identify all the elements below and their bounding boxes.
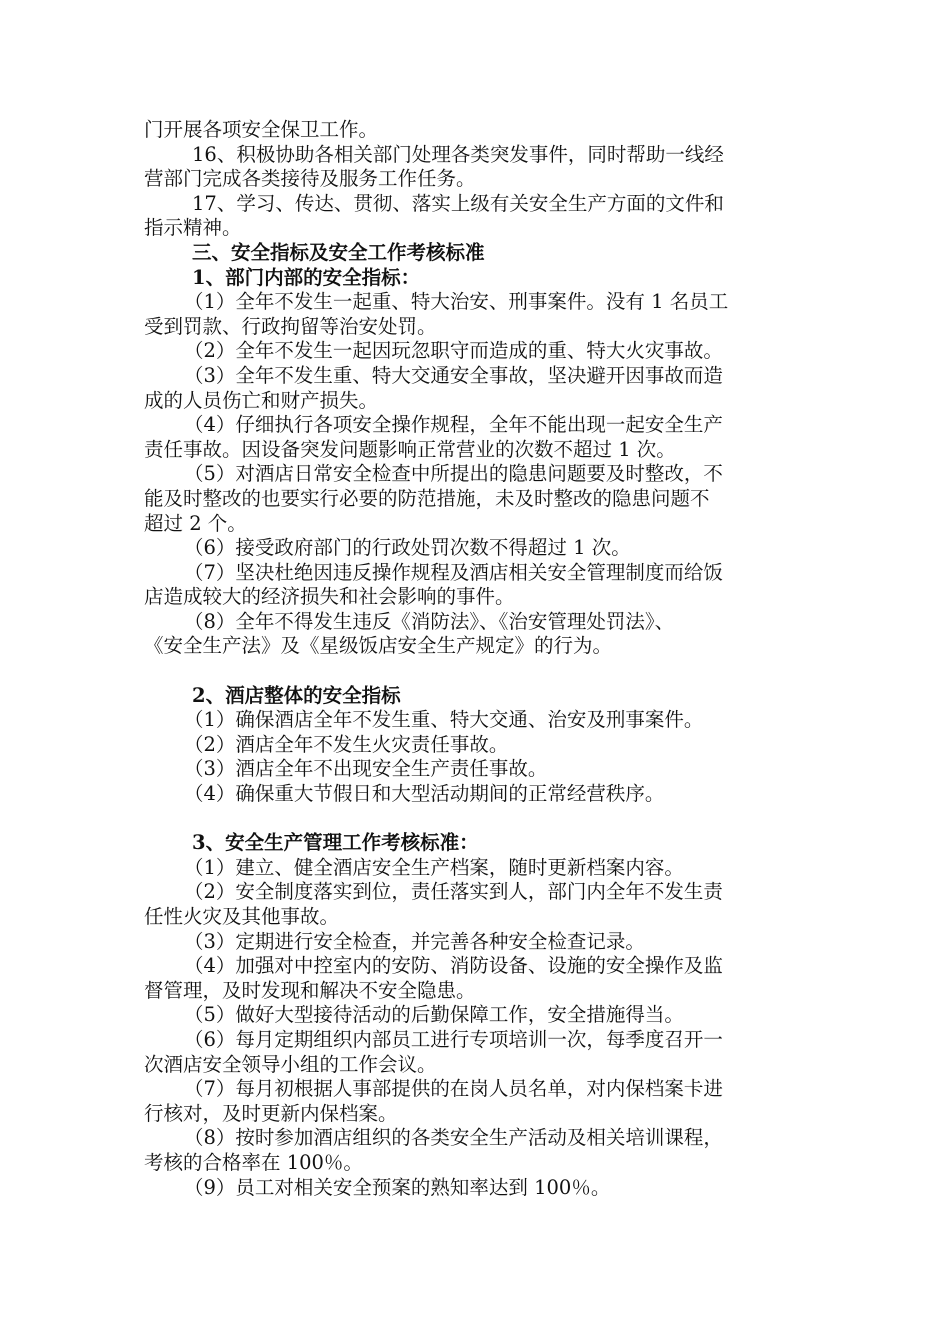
mgmt-item-1: （1）建立、健全酒店安全生产档案，随时更新档案内容。 — [184, 855, 684, 879]
subsection-heading-3: 3、安全生产管理工作考核标准： — [192, 831, 479, 855]
dept-item-5-line-1: （5）对酒店日常安全检查中所提出的隐患问题要及时整改，不 — [184, 462, 723, 486]
mgmt-item-2-line-1: （2）安全制度落实到位，责任落实到人，部门内全年不发生责 — [184, 880, 723, 904]
dept-item-4-line-2: 责任事故。因设备突发问题影响正常营业的次数不超过 1 次。 — [144, 437, 676, 461]
mgmt-item-4-line-1: （4）加强对中控室内的安防、消防设备、设施的安全操作及监 — [184, 954, 723, 978]
dept-item-3-line-1: （3）全年不发生重、特大交通安全事故，坚决避开因事故而造 — [184, 363, 723, 387]
mgmt-item-6-line-2: 次酒店安全领导小组的工作会议。 — [144, 1052, 437, 1076]
item-17-line-2: 指示精神。 — [144, 216, 242, 240]
mgmt-item-8-line-1: （8）按时参加酒店组织的各类安全生产活动及相关培训课程， — [184, 1126, 723, 1150]
mgmt-item-7-line-2: 行核对，及时更新内保档案。 — [144, 1101, 398, 1125]
mgmt-item-8-line-2: 考核的合格率在 100％。 — [144, 1150, 363, 1174]
dept-item-1-line-1: （1）全年不发生一起重、特大治安、刑事案件。没有 1 名员工 — [184, 290, 729, 314]
document-page — [144, 118, 808, 1200]
hotel-item-1: （1）确保酒店全年不发生重、特大交通、治安及刑事案件。 — [184, 708, 704, 732]
mgmt-item-5: （5）做好大型接待活动的后勤保障工作，安全措施得当。 — [184, 1003, 684, 1027]
dept-item-3-line-2: 成的人员伤亡和财产损失。 — [144, 388, 379, 412]
body-text-line: 门开展各项安全保卫工作。 — [144, 118, 379, 141]
blank-spacer — [144, 659, 808, 684]
dept-item-7-line-2: 店造成较大的经济损失和社会影响的事件。 — [144, 585, 515, 609]
dept-item-5-line-3: 超过 2 个。 — [144, 511, 247, 535]
subsection-heading-1: 1、部门内部的安全指标： — [192, 265, 421, 289]
mgmt-item-2-line-2: 任性火灾及其他事故。 — [144, 905, 340, 928]
mgmt-item-3: （3）定期进行安全检查，并完善各种安全检查记录。 — [184, 929, 645, 953]
mgmt-item-9: （9）员工对相关安全预案的熟知率达到 100％。 — [184, 1175, 611, 1199]
section-heading-3: 三、安全指标及安全工作考核标准 — [192, 240, 485, 264]
mgmt-item-6-line-1: （6）每月定期组织内部员工进行专项培训一次，每季度召开一 — [184, 1027, 723, 1051]
hotel-item-2: （2）酒店全年不发生火灾责任事故。 — [184, 732, 509, 756]
dept-item-2: （2）全年不发生一起因玩忽职守而造成的重、特大火灾事故。 — [184, 339, 723, 363]
dept-item-8-line-1: （8）全年不得发生违反《消防法》、《治安管理处罚法》、 — [184, 609, 675, 633]
mgmt-item-7-line-1: （7）每月初根据人事部提供的在岗人员名单，对内保档案卡进 — [184, 1077, 723, 1101]
subsection-heading-2: 2、酒店整体的安全指标 — [192, 683, 401, 707]
item-16-line-1: 16、积极协助各相关部门处理各类突发事件，同时帮助一线经 — [192, 142, 724, 166]
dept-item-7-line-1: （7）坚决杜绝因违反操作规程及酒店相关安全管理制度而给饭 — [184, 560, 723, 584]
dept-item-6: （6）接受政府部门的行政处罚次数不得超过 1 次。 — [184, 536, 631, 560]
item-17-line-1: 17、学习、传达、贯彻、落实上级有关安全生产方面的文件和 — [192, 191, 724, 215]
dept-item-5-line-2: 能及时整改的也要实行必要的防范措施，未及时整改的隐患问题不 — [144, 486, 710, 510]
hotel-item-4: （4）确保重大节假日和大型活动期间的正常经营秩序。 — [184, 782, 665, 806]
item-16-line-2: 营部门完成各类接待及服务工作任务。 — [144, 167, 476, 191]
dept-item-8-line-2: 《安全生产法》及《星级饭店安全生产规定》的行为。 — [144, 634, 613, 658]
hotel-item-3: （3）酒店全年不出现安全生产责任事故。 — [184, 757, 548, 781]
mgmt-item-4-line-2: 督管理，及时发现和解决不安全隐患。 — [144, 978, 476, 1002]
blank-spacer — [144, 807, 808, 832]
dept-item-4-line-1: （4）仔细执行各项安全操作规程，全年不能出现一起安全生产 — [184, 413, 723, 437]
dept-item-1-line-2: 受到罚款、行政拘留等治安处罚。 — [144, 314, 437, 338]
